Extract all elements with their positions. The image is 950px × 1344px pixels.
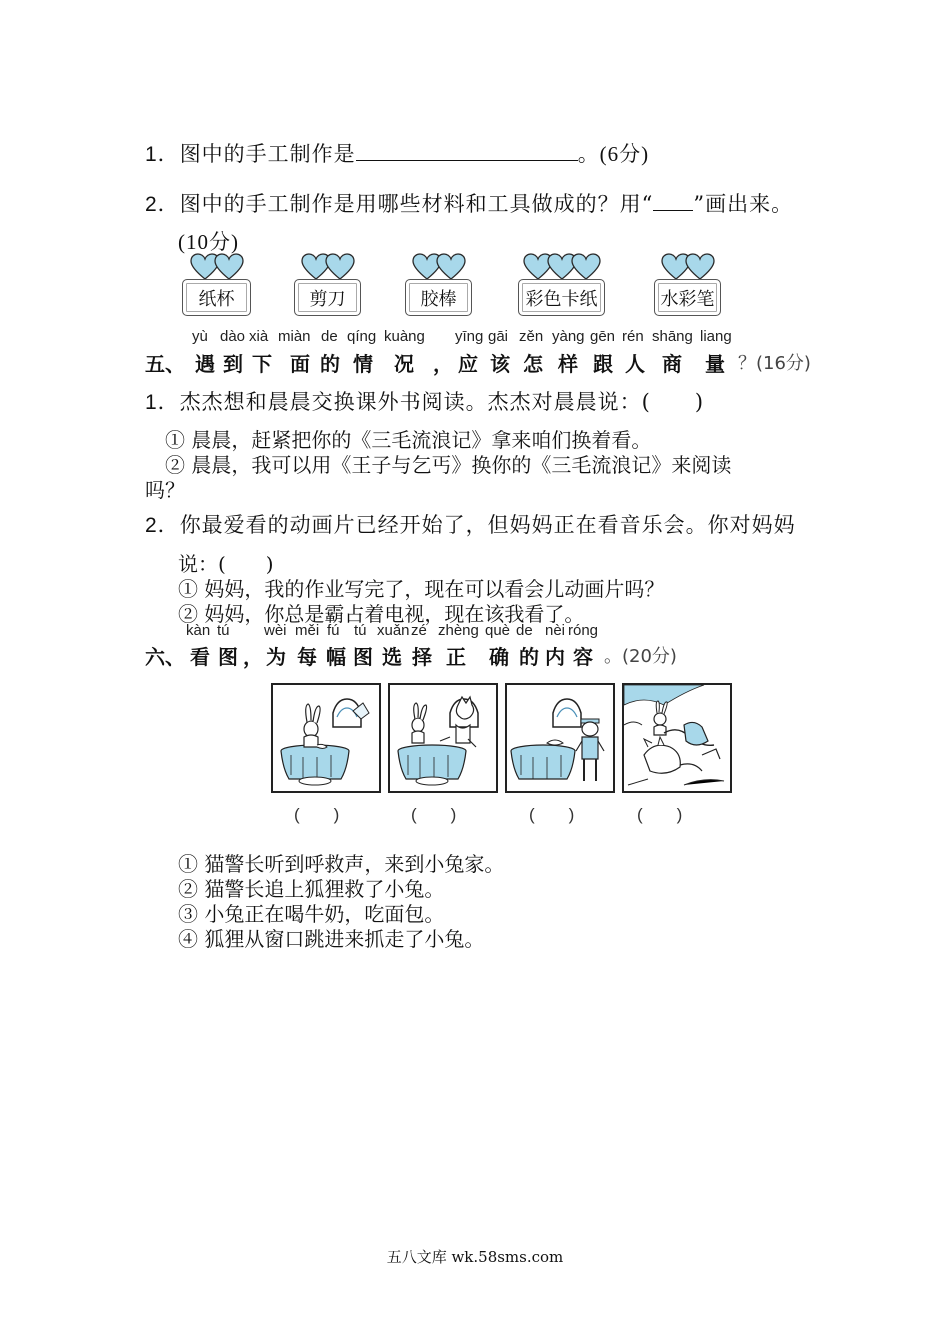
q6-header-char: 看 (190, 645, 210, 669)
q4-item1-num: 1． (145, 143, 180, 166)
q5-header-char: 下 (252, 352, 272, 376)
q5-pinyin: shāng (652, 328, 693, 345)
q5-header-char: 面 (290, 352, 310, 376)
q5-header-char: 五、 (145, 352, 185, 376)
q4-item2-num: 2． (145, 193, 180, 216)
panel4-answer-paren[interactable]: ( ) (637, 805, 683, 824)
q6-option-2: ② 猫警长追上狐狸救了小兔。 (178, 877, 445, 901)
material-label: 水彩笔 (654, 279, 721, 316)
q5-header-char: 人 (625, 352, 645, 376)
q4-item2-score: (10分) (178, 230, 239, 254)
q6-header-char: 幅 (326, 645, 346, 669)
q6-pinyin-row (0, 622, 950, 642)
comic-panel-1 (271, 683, 381, 793)
rabbit-eating-illustration (273, 685, 379, 791)
comic-panel-3 (505, 683, 615, 793)
q6-header-char: 为 (266, 645, 286, 669)
q5-item2-text: 你最爱看的动画片已经开始了，但妈妈正在看音乐会。你对妈妈 (179, 513, 796, 537)
q6-header-char: 容 (573, 645, 593, 669)
q4-item1-end: 。(6分) (577, 142, 650, 166)
q5-item1-num: 1． (145, 391, 180, 414)
material-tag[interactable] (518, 253, 606, 319)
q6-header-tail: 。(20分) (604, 646, 677, 667)
comic-panel-4 (622, 683, 732, 793)
material-tag[interactable] (182, 253, 252, 319)
q6-pinyin: què (485, 622, 511, 639)
q5-pinyin: yīng (455, 328, 484, 345)
q5-pinyin: kuàng (384, 328, 425, 345)
q6-option-1: ① 猫警长听到呼救声，来到小兔家。 (178, 852, 505, 876)
q6-header-char: 正 (446, 645, 466, 669)
q5-header-char: 的 (320, 352, 340, 376)
q6-option-3: ③ 小兔正在喝牛奶，吃面包。 (178, 902, 445, 926)
cat-police-arrives-illustration (507, 685, 613, 791)
q6-header-char: 每 (297, 645, 317, 669)
q5-header-char: 况 (394, 352, 414, 376)
q5-header-char: ， (433, 352, 453, 376)
material-label: 胶棒 (405, 279, 472, 316)
q5-pinyin: xià (249, 328, 269, 345)
q6-header-char: ， (243, 645, 263, 669)
footer-watermark: 五八文库 wk.58sms.com (386, 1248, 564, 1266)
q6-header-char: 择 (412, 645, 432, 669)
q5-header-char: 样 (558, 352, 578, 376)
material-label: 剪刀 (294, 279, 361, 316)
q6-pinyin: xuǎn (377, 622, 410, 639)
q6-pinyin: nèi (545, 622, 566, 639)
q4-item2 (145, 188, 793, 218)
comic-panel-2 (388, 683, 498, 793)
q6-pinyin: wèi (264, 622, 287, 639)
q5-item1-opt2a: ② 晨晨，我可以用《王子与乞丐》换你的《三毛流浪记》来阅读 (165, 453, 732, 477)
q5-item2-text2: 说：( ) (178, 552, 274, 576)
q6-pinyin: měi (295, 622, 320, 639)
q5-item1 (145, 386, 704, 416)
q5-pinyin: qíng (347, 328, 377, 345)
q5-header-tail: ？(16分) (738, 353, 811, 374)
q5-item2 (145, 509, 796, 539)
q6-header-char: 确 (489, 645, 509, 669)
q5-pinyin: gēn (590, 328, 616, 345)
q6-header-char: 的 (519, 645, 539, 669)
q6-pinyin: róng (568, 622, 599, 639)
q5-header-char: 应 (458, 352, 478, 376)
q5-pinyin: zěn (519, 328, 544, 345)
q5-header-char: 怎 (523, 352, 543, 376)
q6-header-char: 六、 (145, 645, 185, 669)
q5-header-char: 量 (705, 352, 725, 376)
q5-pinyin: miàn (278, 328, 311, 345)
q6-option-4: ④ 狐狸从窗口跳进来抓走了小兔。 (178, 927, 485, 951)
q5-header-char: 该 (490, 352, 510, 376)
q5-header-char: 情 (353, 352, 373, 376)
material-tag[interactable] (405, 253, 473, 319)
q4-item2-mid: ”画出来。 (693, 192, 794, 216)
q4-item2-text: 图中的手工制作是用哪些材料和工具做成的？用“ (179, 192, 654, 216)
q6-header-char: 选 (382, 645, 402, 669)
q6-pinyin: fú (327, 622, 340, 639)
q6-pinyin: kàn (186, 622, 211, 639)
q5-item1-text: 杰杰想和晨晨交换课外书阅读。杰杰对晨晨说：( ) (179, 390, 705, 414)
q5-pinyin: de (321, 328, 338, 345)
q6-header-char: 图 (218, 645, 238, 669)
panel1-answer-paren[interactable]: ( ) (294, 805, 340, 824)
fox-window-illustration (390, 685, 496, 791)
q5-item1-opt1: ① 晨晨，赶紧把你的《三毛流浪记》拿来咱们换着看。 (165, 428, 652, 452)
q5-item2-opt2: ② 妈妈，你总是霸占着电视，现在该我看了。 (178, 602, 585, 626)
q5-item2-opt1: ① 妈妈，我的作业写完了，现在可以看会儿动画片吗？ (178, 577, 665, 601)
q5-header-char: 到 (223, 352, 243, 376)
material-tag[interactable] (654, 253, 722, 319)
material-label: 彩色卡纸 (518, 279, 605, 316)
q5-pinyin-row (0, 328, 950, 348)
q5-pinyin: yàng (552, 328, 585, 345)
q5-header-char: 商 (662, 352, 682, 376)
material-tag[interactable] (294, 253, 362, 319)
q6-header (0, 641, 950, 669)
q4-item2-underline-sample (653, 192, 693, 211)
q5-header (0, 348, 950, 376)
material-label: 纸杯 (182, 279, 251, 316)
cat-rescues-rabbit-illustration (624, 685, 730, 791)
q6-pinyin: de (516, 622, 533, 639)
q5-header-char: 遇 (195, 352, 215, 376)
q6-pinyin: tú (217, 622, 230, 639)
q5-header-char: 跟 (593, 352, 613, 376)
q5-pinyin: yù (192, 328, 208, 345)
q6-header-char: 内 (545, 645, 565, 669)
q5-item2-num: 2． (145, 514, 180, 537)
q4-item1 (145, 138, 649, 168)
q6-pinyin: tú (354, 622, 367, 639)
q6-pinyin: zhèng (438, 622, 479, 639)
q4-item1-text: 图中的手工制作是 (179, 142, 356, 166)
q6-header-char: 图 (353, 645, 373, 669)
q6-pinyin: zé (411, 622, 427, 639)
q5-pinyin: dào (220, 328, 246, 345)
q5-item1-opt2b: 吗？ (145, 478, 185, 502)
q5-pinyin: liang (700, 328, 732, 345)
q5-pinyin: gāi (488, 328, 509, 345)
panel3-answer-paren[interactable]: ( ) (529, 805, 575, 824)
q5-pinyin: rén (622, 328, 644, 345)
q4-item1-blank[interactable] (356, 142, 578, 161)
panel2-answer-paren[interactable]: ( ) (411, 805, 457, 824)
